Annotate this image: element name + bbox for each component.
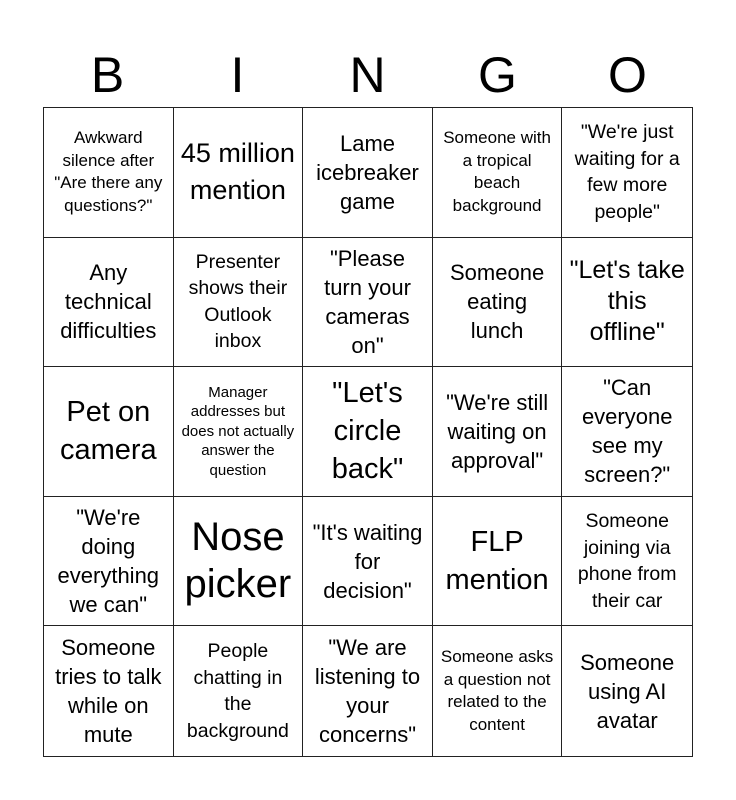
bingo-cell[interactable]: People chatting in the background bbox=[174, 626, 304, 756]
bingo-cell[interactable]: "We're still waiting on approval" bbox=[433, 367, 563, 497]
bingo-cell[interactable]: Someone asks a question not related to the content bbox=[433, 626, 563, 756]
header-letter-g: G bbox=[478, 47, 518, 103]
header-letter-i: I bbox=[230, 47, 246, 103]
header-letter-n: N bbox=[349, 47, 387, 103]
bingo-cell[interactable]: "We're just waiting for a few more people" bbox=[562, 108, 692, 238]
bingo-cell[interactable]: "Let's take this offline" bbox=[562, 238, 692, 368]
bingo-cell[interactable]: 45 million mention bbox=[174, 108, 304, 238]
header-letter-o: O bbox=[608, 47, 648, 103]
bingo-cell[interactable]: Any technical difficulties bbox=[44, 238, 174, 368]
bingo-cell[interactable]: Someone joining via phone from their car bbox=[562, 497, 692, 627]
bingo-cell[interactable]: Someone using AI avatar bbox=[580, 649, 675, 733]
bingo-cell[interactable]: Someone with a tropical beach background bbox=[433, 108, 563, 238]
bingo-cell[interactable]: "We are listening to your concerns" bbox=[303, 626, 433, 756]
bingo-cell[interactable]: Manager addresses but does not actually answer the question bbox=[174, 367, 304, 497]
bingo-cell[interactable]: "Please turn your cameras on" bbox=[303, 238, 433, 368]
bingo-cell[interactable]: Nose picker bbox=[174, 497, 304, 627]
bingo-cell[interactable]: Lame icebreaker game bbox=[303, 108, 433, 238]
bingo-cell[interactable]: Presenter shows their Outlook inbox bbox=[174, 238, 304, 368]
bingo-cell[interactable]: Awkward silence after "Are there any questions?" bbox=[44, 108, 174, 238]
header-letter-b: B bbox=[90, 47, 126, 103]
bingo-cell[interactable]: FLP mention bbox=[433, 497, 563, 627]
bingo-cell[interactable]: Someone eating lunch bbox=[433, 238, 563, 368]
bingo-cell[interactable]: "Let's circle back" bbox=[303, 367, 433, 497]
bingo-cell[interactable]: "Can everyone see my screen?" bbox=[562, 367, 692, 497]
bingo-cell[interactable]: "We're doing everything we can" bbox=[44, 497, 174, 627]
bingo-header bbox=[43, 44, 693, 106]
bingo-cell[interactable]: "It's waiting for decision" bbox=[303, 497, 433, 627]
bingo-board bbox=[43, 107, 693, 757]
bingo-cell[interactable]: Pet on camera bbox=[44, 367, 174, 497]
bingo-cell[interactable]: Someone tries to talk while on mute bbox=[44, 626, 174, 756]
